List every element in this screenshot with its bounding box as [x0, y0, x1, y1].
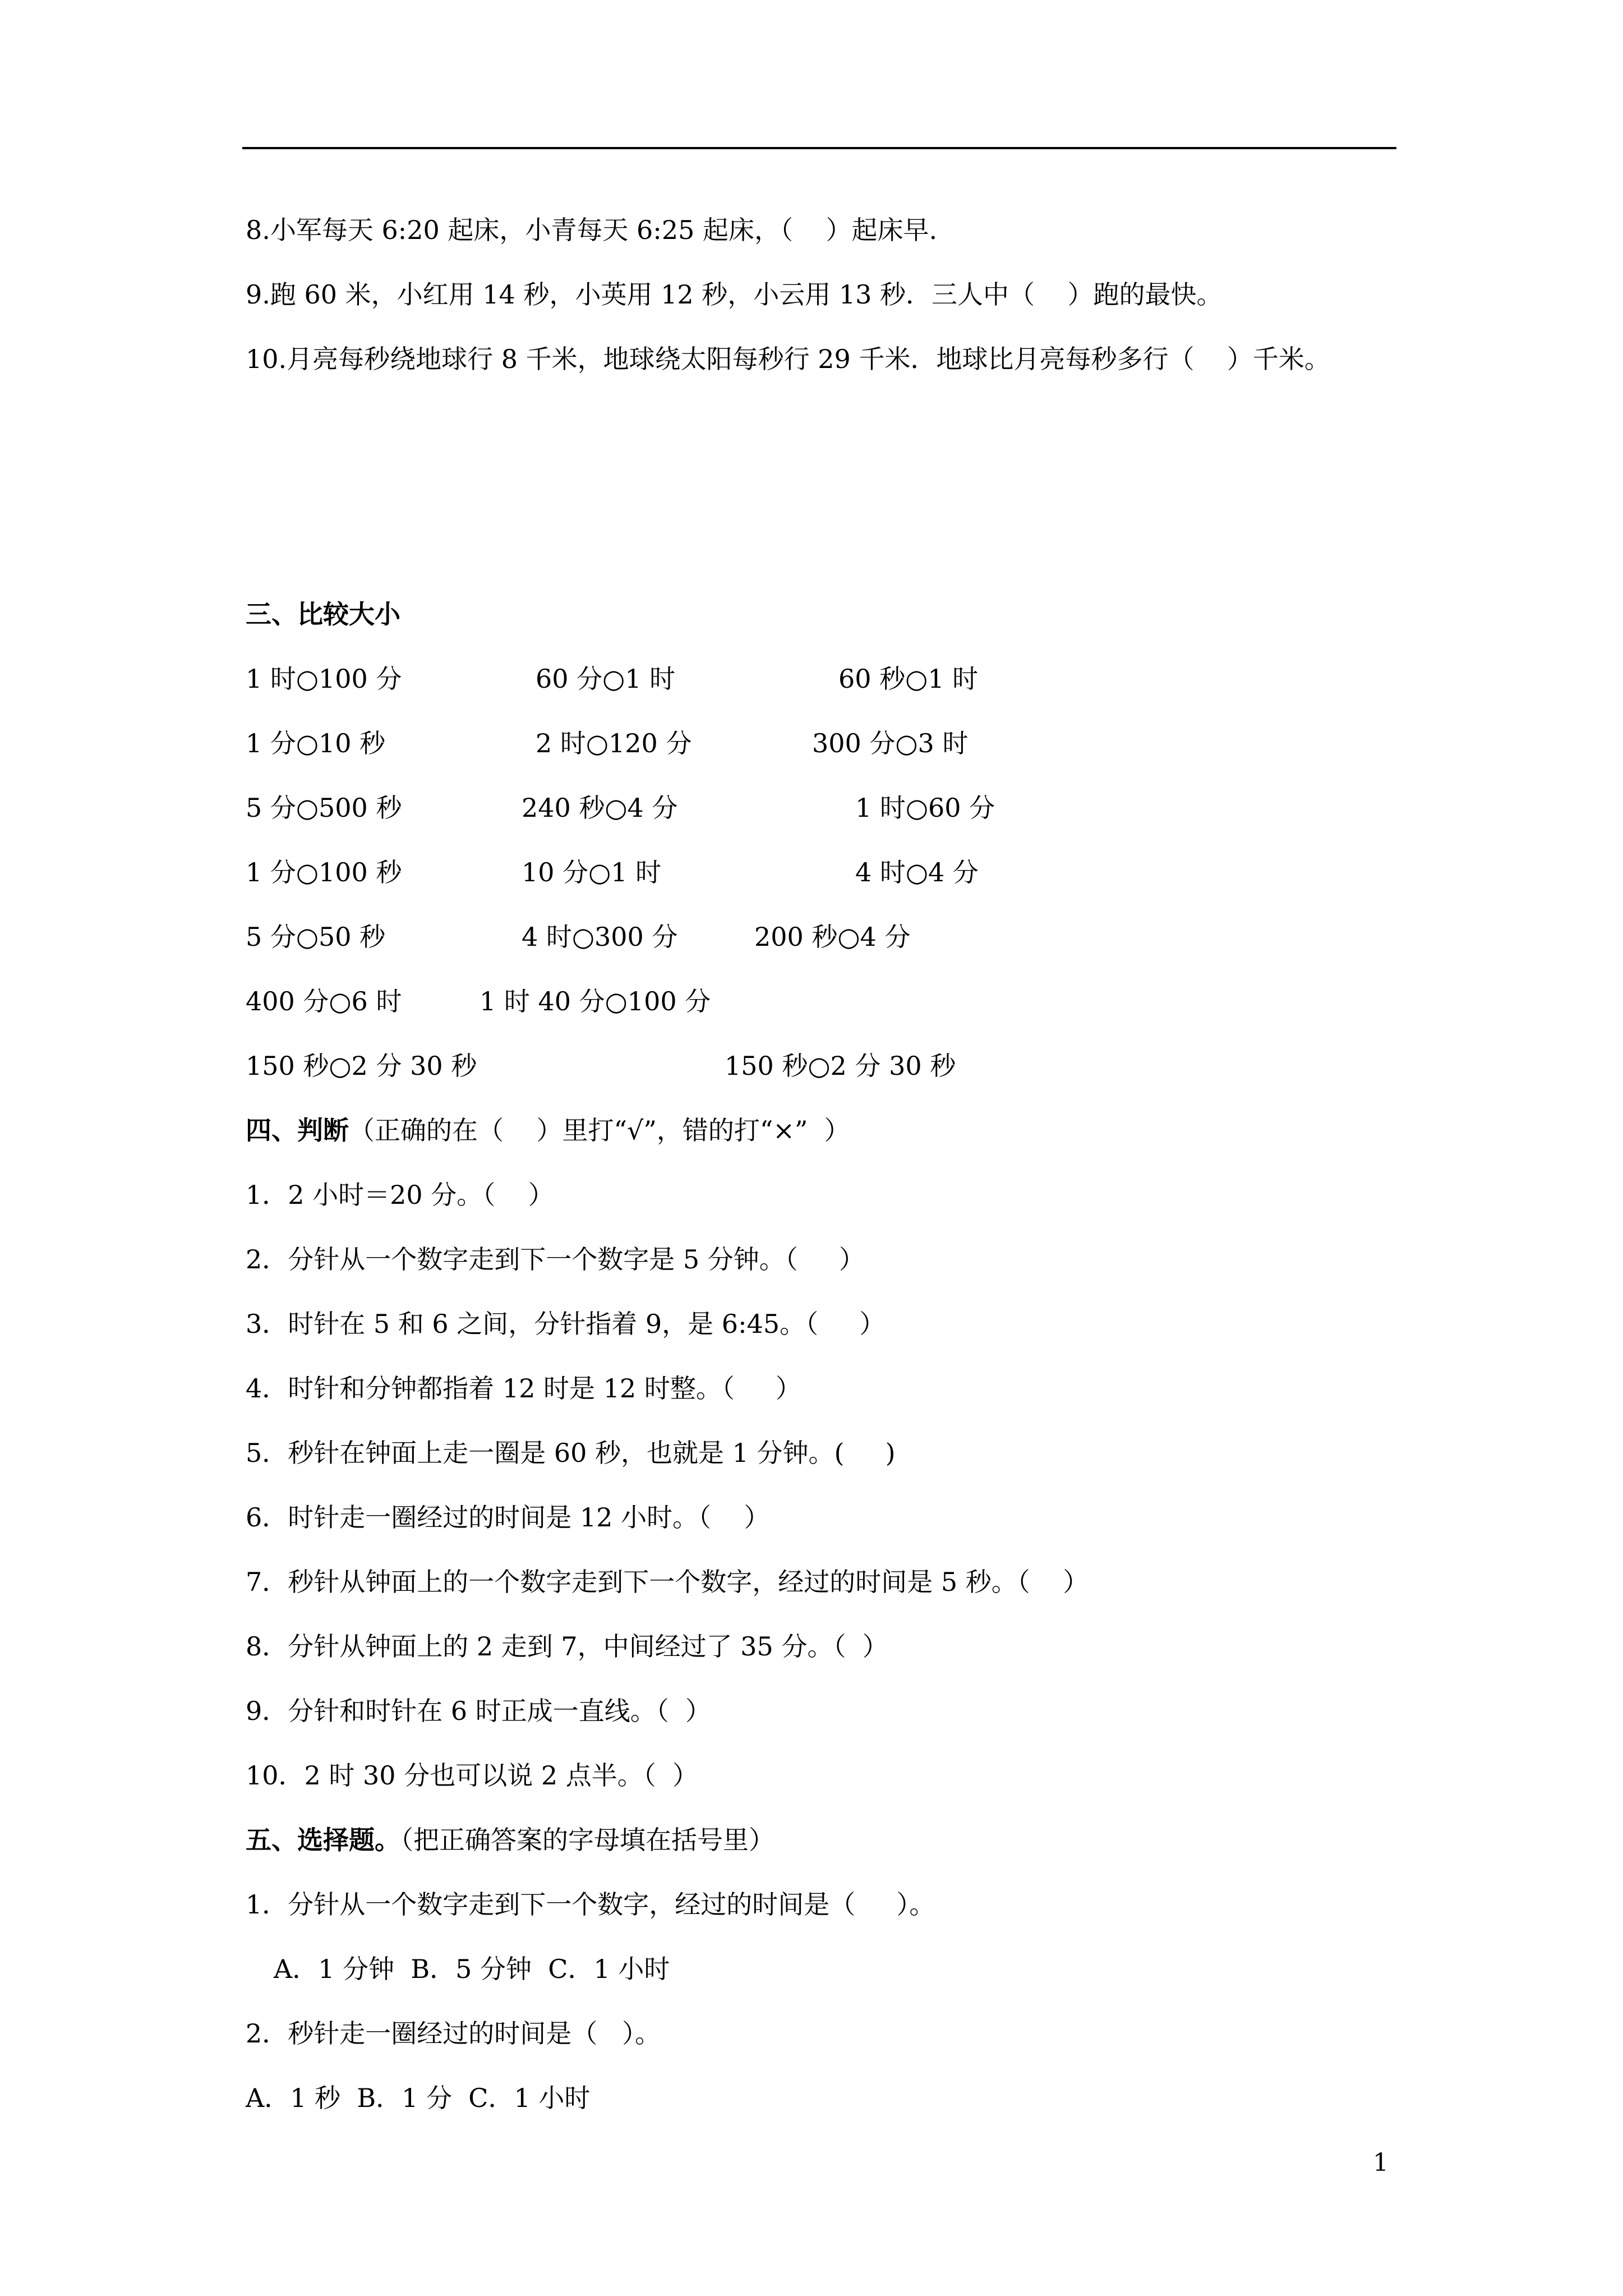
judge-heading-line — [246, 1114, 850, 1147]
fill-item-10: 10.月亮每秒绕地球行 8 千米，地球绕太阳每秒行 29 千米．地球比月亮每秒多行（ ）千米。 — [246, 344, 1330, 374]
compare-cell: 4 时○300 分 — [522, 922, 678, 952]
choice-heading-line — [246, 1823, 774, 1857]
page-number: 1 — [1373, 2148, 1389, 2177]
choice-question: 2．秒针走一圈经过的时间是（ ）。 — [246, 2018, 661, 2049]
compare-cell: 1 分○10 秒 — [246, 728, 386, 758]
fill-item-8: 8.小军每天 6:20 起床，小青每天 6:25 起床，（ ）起床早. — [246, 215, 938, 245]
compare-cell: 10 分○1 时 — [522, 857, 662, 887]
header-rule — [242, 147, 1396, 149]
compare-cell: 1 时○100 分 — [246, 664, 402, 694]
judge-item: 6．时针走一圈经过的时间是 12 小时。（ ） — [246, 1502, 770, 1533]
judge-instruction: （正确的在（ ）里打“√”，错的打“×” ） — [349, 1115, 850, 1145]
compare-cell: 5 分○50 秒 — [246, 922, 386, 952]
section-heading-choice: 五、选择题。 — [246, 1825, 400, 1855]
compare-cell: 150 秒○2 分 30 秒 — [246, 1051, 477, 1081]
compare-cell: 2 时○120 分 — [536, 728, 692, 758]
choice-options: A．1 秒 B．1 分 C．1 小时 — [246, 2083, 591, 2113]
judge-item: 5．秒针在钟面上走一圈是 60 秒，也就是 1 分钟。( ) — [246, 1438, 896, 1468]
compare-cell: 400 分○6 时 — [246, 986, 402, 1016]
compare-cell: 4 时○4 分 — [855, 857, 979, 887]
judge-item: 1．2 小时＝20 分。（ ） — [246, 1180, 554, 1210]
judge-item: 3．时针在 5 和 6 之间，分针指着 9，是 6:45。（ ） — [246, 1309, 886, 1339]
compare-cell: 1 时 40 分○100 分 — [479, 986, 711, 1016]
judge-item: 8．分针从钟面上的 2 走到 7，中间经过了 35 分。（ ） — [246, 1631, 888, 1662]
choice-instruction: （把正确答案的字母填在括号里） — [400, 1825, 774, 1855]
compare-cell: 1 时○60 分 — [855, 793, 995, 823]
compare-cell: 60 秒○1 时 — [838, 664, 979, 694]
compare-cell: 300 分○3 时 — [812, 728, 969, 758]
choice-question: 1．分针从一个数字走到下一个数字，经过的时间是（ ）。 — [246, 1889, 935, 1920]
compare-cell: 200 秒○4 分 — [754, 922, 911, 952]
judge-item: 7．秒针从钟面上的一个数字走到下一个数字，经过的时间是 5 秒。（ ） — [246, 1567, 1089, 1597]
fill-item-9: 9.跑 60 米，小红用 14 秒，小英用 12 秒，小云用 13 秒．三人中（ ）跑的最快。 — [246, 279, 1223, 310]
compare-cell: 150 秒○2 分 30 秒 — [725, 1051, 956, 1081]
compare-cell: 1 分○100 秒 — [246, 857, 402, 887]
section-heading-judge: 四、判断 — [246, 1115, 349, 1145]
choice-options: A．1 分钟 B．5 分钟 C．1 小时 — [274, 1954, 670, 1984]
judge-item: 4．时针和分钟都指着 12 时是 12 时整。（ ） — [246, 1373, 801, 1404]
judge-item: 10．2 时 30 分也可以说 2 点半。（ ） — [246, 1760, 698, 1791]
judge-item: 9．分针和时针在 6 时正成一直线。（ ） — [246, 1696, 712, 1726]
compare-cell: 60 分○1 时 — [536, 664, 676, 694]
compare-cell: 240 秒○4 分 — [522, 793, 678, 823]
compare-cell: 5 分○500 秒 — [246, 793, 402, 823]
section-heading-compare: 三、比较大小 — [246, 599, 400, 629]
judge-item: 2．分针从一个数字走到下一个数字是 5 分钟。（ ） — [246, 1244, 865, 1274]
